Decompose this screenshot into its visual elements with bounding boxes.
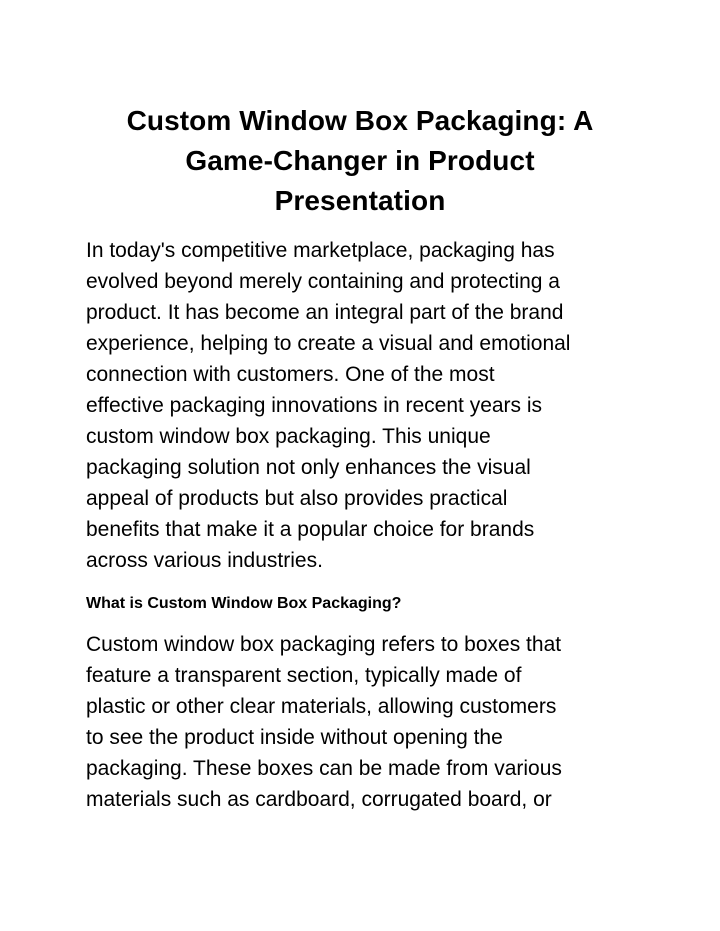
section-heading: What is Custom Window Box Packaging? xyxy=(86,595,402,612)
document-title: Custom Window Box Packaging: A Game-Changer in Product Presentation xyxy=(126,105,594,216)
intro-paragraph: In today's competitive marketplace, packaging has evolved beyond merely containing and protecting a product. It has become an integral part of the brand experience, helping to create a visual and emotional connection with customers. One of the most effective packaging innovations in recent years is custom window box packaging. This unique packaging solution not only enhances the visual appeal of products but also provides practical benefits that make it a popular choice for brands across various industries. xyxy=(86,239,571,572)
section-paragraph: Custom window box packaging refers to boxes that feature a transparent section, typically made of plastic or other clear materials, allowing customers to see the product inside without opening the packaging. These boxes can be made from various materials such as cardboard, corrugated board, or xyxy=(86,633,562,811)
